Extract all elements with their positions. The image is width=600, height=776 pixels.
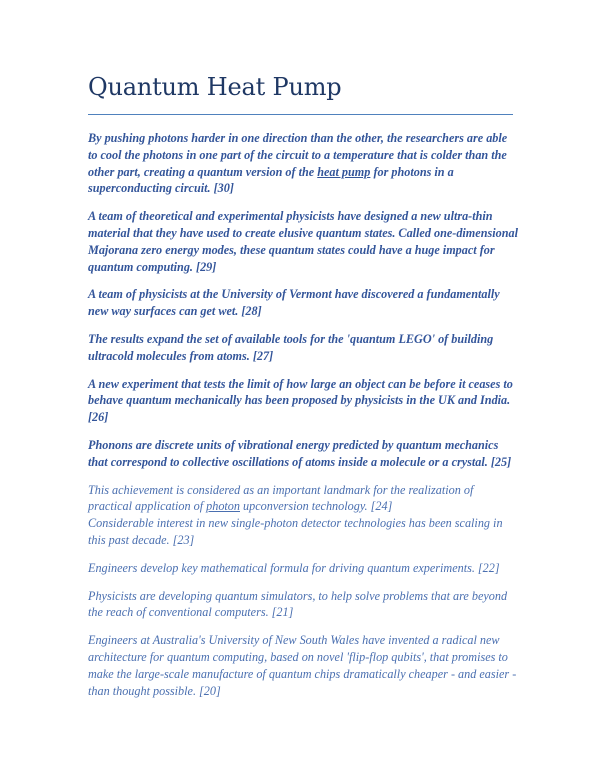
paragraph-single-photon-detector: Considerable interest in new single-photon detector technologies has been scaling in this past decade. [23] xyxy=(88,516,503,547)
title-underline-divider xyxy=(88,114,513,115)
paragraph-majorana: A team of theoretical and experimental physicists have designed a new ultra-thin material that they have used to create elusive quantum states. Called one-dimensional Majorana zero energy modes, these quantum states could have a huge impact for quantum computing. [29] xyxy=(88,209,518,274)
page-title: Quantum Heat Pump xyxy=(88,73,342,101)
paragraph-text: By pushing photons harder in one direction than the other, the researchers are able to cool the photons in one part of the circuit to a temperature that is colder than the other part, creating a quantum version of the xyxy=(88,131,508,179)
paragraph-heat-pump xyxy=(88,130,518,197)
paragraph-phonons: Phonons are discrete units of vibrational energy predicted by quantum mechanics that correspond to collective oscillations of atoms inside a molecule or a crystal. [25] xyxy=(88,437,512,469)
paragraph-large-object: A new experiment that tests the limit of how large an object can be before it ceases to behave quantum mechanically has been proposed by physicists in the UK and India. [26] xyxy=(88,376,513,425)
paragraph-text: upconversion technology. [24] xyxy=(240,499,393,514)
photon-link[interactable]: photon xyxy=(206,499,240,514)
paragraph-quantum-simulators: Physicists are developing quantum simulators, to help solve problems that are beyond the reach of conventional computers. [21] xyxy=(88,588,508,620)
article-body xyxy=(88,130,518,710)
paragraph-surfaces-wet: A team of physicists at the University of Vermont have discovered a fundamentally new way surfaces can get wet. [28] xyxy=(88,287,500,319)
paragraph-text: for photons in a superconducting circuit. [30] xyxy=(88,164,454,196)
paragraph-flip-flop-qubits: Engineers at Australia's University of New South Wales have invented a radical new architecture for quantum computing, based on novel 'flip-flop qubits', that promises to make the large-scale manufacture of quantum chips dramatically cheaper - and easier - than thought possible. [20] xyxy=(88,633,517,698)
paragraph-text: This achievement is considered as an important landmark for the realization of practical application of xyxy=(88,482,474,514)
heat-pump-link[interactable]: heat pump xyxy=(317,164,371,179)
paragraph-quantum-lego: The results expand the set of available tools for the 'quantum LEGO' of building ultracold molecules from atoms. [27] xyxy=(88,331,494,363)
paragraph-photon-upconversion xyxy=(88,482,518,516)
paragraph-mathematical-formula: Engineers develop key mathematical formula for driving quantum experiments. [22] xyxy=(88,560,500,575)
